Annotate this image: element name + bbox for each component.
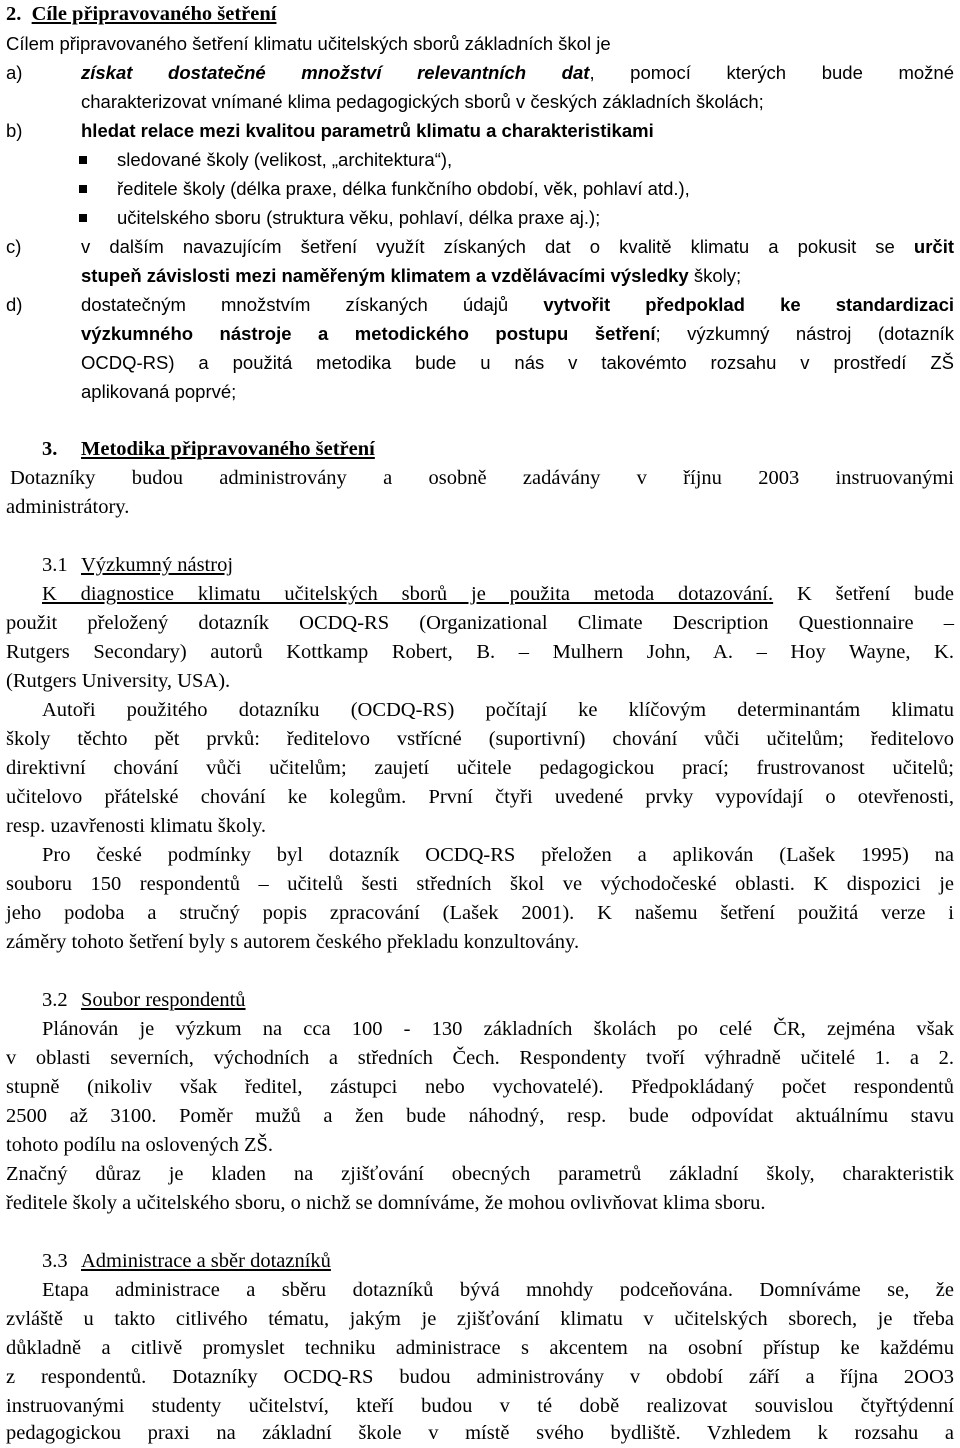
goal-b-label: b) (6, 120, 23, 141)
goal-a-line-2: charakterizovat vnímané klima pedagogických sborů v českých základních školách; (81, 91, 764, 112)
section-3-3-line-1: Etapa administrace a sběru dotazníků bývá mnohdy podceňována. Domníváme se, že (42, 1279, 954, 1301)
goal-c-label: c) (6, 236, 22, 257)
section-3-3-line-5: instruovanými studenty učitelství, kteří budou v té době realizovat souvislou čtyřtýdenní (6, 1395, 954, 1417)
bullet-item-staff: učitelského sboru (struktura věku, pohlaví, délka praxe aj.); (6, 203, 954, 232)
section-3-1-line-2: použit přeložený dotazník OCDQ-RS (Organizational Climate Description Questionnaire – (6, 612, 954, 634)
section-3-1-para3-line-4: záměry tohoto šetření byly s autorem českého překladu konzultovány. (6, 931, 580, 953)
section-3-3-line-6: pedagogickou praxi na základní škole v místě svého bydliště. Vzhledem k rozsahu a (6, 1422, 954, 1444)
section-3-1-line-4: (Rutgers University, USA). (6, 670, 231, 692)
section-3-3-title: Administrace a sběr dotazníků (81, 1250, 331, 1272)
section-3-1-para2-line-5: resp. uzavřenosti klimatu školy. (6, 815, 266, 837)
section-3-number: 3. (42, 438, 58, 460)
section-3-3-line-3: důkladně a citlivě promyslet techniku administrace s akcentem na osobní přístup ke každému (6, 1337, 954, 1359)
section-2-title: Cíle připravovaného šetření (31, 3, 277, 25)
section-3-line-2: administrátory. (6, 496, 130, 518)
section-2-number: 2. (6, 3, 22, 25)
section-3-2-line-6: Značný důraz je kladen na zjišťování obecných parametrů základní školy, charakteristik (6, 1163, 954, 1185)
section-3-3-number: 3.3 (42, 1250, 68, 1272)
section-3-2-line-4: 2500 až 3100. Poměr mužů a žen bude náhodný, resp. bude odpovídat aktuálnímu stavu (6, 1105, 954, 1127)
section-3-2-line-3: stupně (nikoliv však ředitel, zástupci nebo vychovatelé). Předpokládaný počet respondentů (6, 1076, 954, 1098)
section-3-1-para2-line-1: Autoři použitého dotazníku (OCDQ-RS) počítají ke klíčovým determinantám klimatu (42, 699, 954, 721)
section-2-heading (6, 0, 954, 29)
section-3-2-line-2: v oblasti severních, východních a středních Čech. Respondenty tvoří výhradně učitelé 1. a 2. (6, 1047, 954, 1069)
section-3-1-line-3: Rutgers Secondary) autorů Kottkamp Robert, B. – Mulhern John, A. – Hoy Wayne, K. (6, 641, 954, 663)
section-3-2-number: 3.2 (42, 989, 68, 1011)
goal-c-line-1: c) v dalším navazujícím šetření využít získaných dat o kvalitě klimatu a pokusit se určit (6, 232, 954, 261)
bullet-item-director: ředitele školy (délka praxe, délka funkčního období, věk, pohlaví atd.), (6, 174, 954, 203)
section-3-3-line-4: z respondentů. Dotazníky OCDQ-RS budou administrovány v období září a října 2OO3 (6, 1366, 954, 1388)
section-3-2-heading (6, 986, 954, 1015)
goal-d-line-1: d) dostatečným množstvím získaných údajů vytvořit předpoklad ke standardizaci (6, 290, 954, 319)
section-3-1-number: 3.1 (42, 554, 68, 576)
section-3-heading (6, 435, 954, 464)
section-3-1-para3-line-1: Pro české podmínky byl dotazník OCDQ-RS přeložen a aplikován (Lašek 1995) na (42, 844, 954, 866)
section-3-1-heading (6, 551, 954, 580)
section-3-2-line-7: ředitele školy a učitelského sboru, o nichž se domníváme, že mohou ovlivňovat klima sboru. (6, 1192, 766, 1214)
section-3-2-line-1: Plánován je výzkum na cca 100 - 130 základních školách po celé ČR, zejména však (42, 1018, 954, 1040)
goal-d-line-2: výzkumného nástroje a metodického postupu šetření; výzkumný nástroj (dotazník (81, 323, 954, 344)
section-3-1-title: Výzkumný nástroj (81, 554, 234, 576)
section-3-1-para3-line-3: jeho podoba a stručný popis zpracování (Lašek 2001). K našemu šetření použitá verze i (6, 902, 954, 924)
goal-d-line-4: aplikovaná poprvé; (81, 381, 237, 402)
section-3-line-1: Dotazníky budou administrovány a osobně zadávány v říjnu 2003 instruovanými (10, 467, 954, 489)
square-bullet-icon (79, 185, 87, 193)
goal-a-text: získat dostatečné množství relevantních dat, pomocí kterých bude možné (81, 62, 954, 83)
goal-a-label: a) (6, 62, 23, 83)
section-3-1-line-1: K diagnostice klimatu učitelských sborů je použita metoda dotazování. K šetření bude (42, 583, 954, 605)
section-3-1-para2-line-3: direktivní chování vůči učitelům; zaujetí učitele pedagogickou prací; frustrovanost učitelů; (6, 757, 954, 779)
goal-b-line (6, 116, 954, 145)
goal-a-line-1 (6, 58, 954, 87)
section-3-2-line-5: tohoto podílu na oslovených ZŠ. (6, 1134, 274, 1156)
section-3-1-para2-line-4: učitelovo přátelské chování ke kolegům. První čtyři uvedené prvky vypovídají o otevřenosti, (6, 786, 954, 808)
section-3-3-heading (6, 1247, 954, 1276)
section-2-intro: Cílem připravovaného šetření klimatu učitelských sborů základních škol je (6, 33, 611, 54)
goal-d-label: d) (6, 294, 23, 315)
section-3-1-para3-line-2: souboru 150 respondentů – učitelů šesti středních škol ve východočeské oblasti. K dispozici je (6, 873, 954, 895)
square-bullet-icon (79, 214, 87, 222)
goal-d-line-3: OCDQ-RS) a použitá metodika bude u nás v takovémto rozsahu v prostředí ZŠ (81, 352, 954, 373)
goal-c-line-2: stupeň závislosti mezi naměřeným klimatem a vzdělávacími výsledky školy; (81, 265, 742, 286)
square-bullet-icon (79, 156, 87, 164)
section-3-title: Metodika připravovaného šetření (81, 438, 375, 460)
section-3-2-title: Soubor respondentů (81, 989, 246, 1011)
goal-b-text: hledat relace mezi kvalitou parametrů klimatu a charakteristikami (81, 120, 654, 141)
bullet-item-school: sledované školy (velikost, „architektura“), (6, 145, 954, 174)
section-3-1-para2-line-2: školy těchto pět prvků: ředitelovo vstřícné (suportivní) chování vůči učitelům; ředitelovo (6, 728, 954, 750)
section-3-3-line-2: zvláště u takto citlivého tématu, jakým je zjišťování klimatu v učitelských sborech, je třeba (6, 1308, 954, 1330)
